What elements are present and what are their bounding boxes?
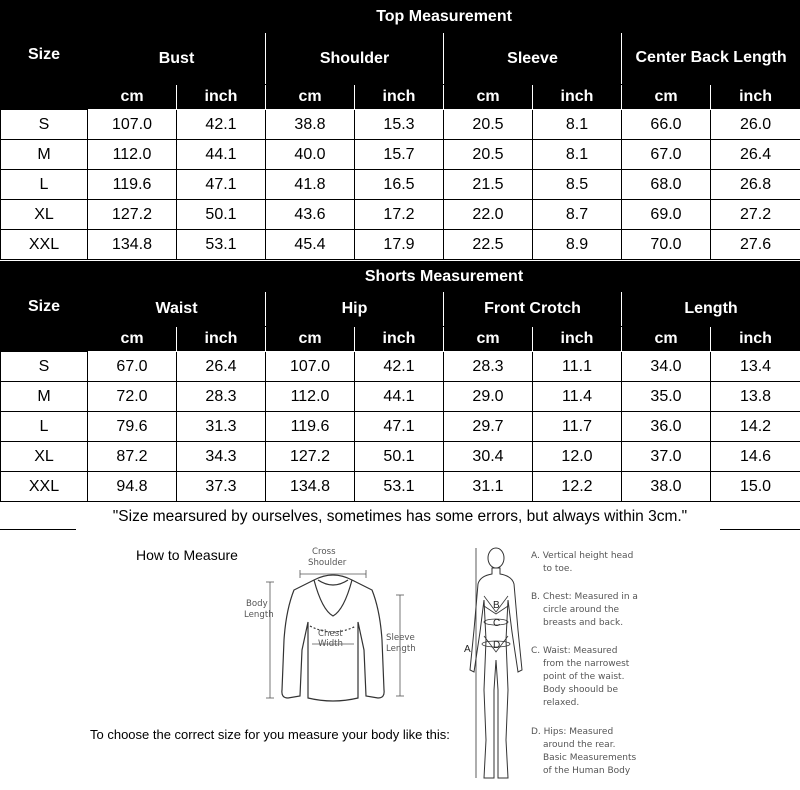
value-cell: 66.0 [622,110,711,140]
value-cell: 119.6 [88,170,177,200]
value-cell: 13.4 [711,352,800,382]
value-cell: 21.5 [444,170,533,200]
value-cell: 8.5 [533,170,622,200]
value-cell: 14.2 [711,412,800,442]
value-cell: 37.0 [622,442,711,472]
table-row [1,412,800,442]
unit-header: inch [533,327,622,352]
value-cell: 44.1 [355,382,444,412]
measurement-legend [531,551,638,776]
value-cell: 112.0 [88,140,177,170]
size-cell: M [1,382,88,412]
value-cell: 8.1 [533,110,622,140]
sleeve-length-label: Sleeve [386,633,415,643]
unit-header: inch [177,327,266,352]
table-title: Top Measurement [88,1,800,33]
value-cell: 22.0 [444,200,533,230]
value-cell: 35.0 [622,382,711,412]
value-cell: 127.2 [266,442,355,472]
legend-line: point of the waist. [543,672,624,682]
value-cell: 20.5 [444,140,533,170]
legend-line: B. Chest: Measured in a [531,592,638,602]
value-cell: 16.5 [355,170,444,200]
value-cell: 112.0 [266,382,355,412]
top-measurement-table [0,0,800,260]
how-to-measure-title: How to Measure [136,547,238,563]
chest-width-label: Chest [318,629,343,639]
value-cell: 26.4 [711,140,800,170]
legend-line: circle around the [543,605,620,615]
cross-shoulder-label: Cross [312,547,336,557]
size-cell: XL [1,200,88,230]
table-row [1,170,800,200]
unit-header: cm [88,327,177,352]
value-cell: 34.0 [622,352,711,382]
value-cell: 8.9 [533,230,622,260]
value-cell: 41.8 [266,170,355,200]
value-cell: 119.6 [266,412,355,442]
human-body-icon [470,548,522,778]
value-cell: 17.9 [355,230,444,260]
legend-line: Basic Measurements [543,753,636,763]
value-cell: 107.0 [88,110,177,140]
group-header: Hip [266,292,444,327]
sleeve-length-label: Length [386,644,416,654]
value-cell: 94.8 [88,472,177,502]
table-row [1,110,800,140]
value-cell: 26.8 [711,170,800,200]
group-header-row [1,292,800,327]
unit-header: cm [444,327,533,352]
value-cell: 134.8 [88,230,177,260]
size-cell: XXL [1,230,88,260]
unit-header: inch [711,85,800,110]
note-divider-left [0,529,76,530]
value-cell: 15.7 [355,140,444,170]
value-cell: 26.4 [177,352,266,382]
value-cell: 36.0 [622,412,711,442]
size-cell: L [1,412,88,442]
instruction-text: To choose the correct size for you measure your body like this: [90,727,450,742]
value-cell: 68.0 [622,170,711,200]
value-cell: 12.0 [533,442,622,472]
unit-header: cm [88,85,177,110]
value-cell: 70.0 [622,230,711,260]
value-cell: 34.3 [177,442,266,472]
value-cell: 87.2 [88,442,177,472]
size-header: Size [1,262,88,352]
how-to-measure-illustration [0,540,800,785]
value-cell: 47.1 [355,412,444,442]
group-header: Bust [88,33,266,85]
table-row [1,352,800,382]
value-cell: 40.0 [266,140,355,170]
value-cell: 45.4 [266,230,355,260]
unit-header: cm [622,85,711,110]
value-cell: 28.3 [177,382,266,412]
value-cell: 38.0 [622,472,711,502]
value-cell: 14.6 [711,442,800,472]
value-cell: 42.1 [355,352,444,382]
value-cell: 31.1 [444,472,533,502]
unit-header: cm [444,85,533,110]
table-row [1,442,800,472]
table-row [1,200,800,230]
group-header: Sleeve [444,33,622,85]
value-cell: 67.0 [88,352,177,382]
legend-line: breasts and back. [543,618,623,628]
value-cell: 37.3 [177,472,266,502]
group-header: Waist [88,292,266,327]
value-cell: 43.6 [266,200,355,230]
unit-header: cm [266,85,355,110]
value-cell: 72.0 [88,382,177,412]
value-cell: 53.1 [355,472,444,502]
unit-header-row [1,85,800,110]
chest-width-label: Width [318,639,343,649]
unit-header: inch [533,85,622,110]
size-cell: S [1,352,88,382]
unit-header: cm [622,327,711,352]
value-cell: 30.4 [444,442,533,472]
value-cell: 15.3 [355,110,444,140]
value-cell: 15.0 [711,472,800,502]
value-cell: 13.8 [711,382,800,412]
table-row [1,382,800,412]
unit-header: inch [355,85,444,110]
table-row [1,230,800,260]
marker-b: B [493,600,500,611]
unit-header-row [1,327,800,352]
value-cell: 38.8 [266,110,355,140]
value-cell: 31.3 [177,412,266,442]
value-cell: 11.1 [533,352,622,382]
value-cell: 27.6 [711,230,800,260]
how-to-measure-section [0,540,800,785]
legend-line: Body shoould be [543,685,618,695]
value-cell: 53.1 [177,230,266,260]
value-cell: 29.0 [444,382,533,412]
legend-line: from the narrowest [543,659,630,669]
value-cell: 17.2 [355,200,444,230]
group-header: Center Back Length [622,33,800,85]
size-cell: XL [1,442,88,472]
body-length-label: Length [244,610,274,620]
legend-line: around the rear. [543,740,615,750]
table-row [1,140,800,170]
marker-d: D [493,640,500,651]
size-cell: S [1,110,88,140]
value-cell: 11.7 [533,412,622,442]
value-cell: 79.6 [88,412,177,442]
value-cell: 127.2 [88,200,177,230]
value-cell: 20.5 [444,110,533,140]
value-cell: 50.1 [177,200,266,230]
value-cell: 47.1 [177,170,266,200]
table-row [1,472,800,502]
cross-shoulder-label: Shoulder [308,558,347,568]
value-cell: 29.7 [444,412,533,442]
value-cell: 42.1 [177,110,266,140]
legend-line: D. Hips: Measured [531,727,613,737]
value-cell: 50.1 [355,442,444,472]
value-cell: 26.0 [711,110,800,140]
shorts-measurement-table [0,261,800,502]
marker-a: A [464,644,471,655]
group-header: Shoulder [266,33,444,85]
note-text: "Size mearsured by ourselves, sometimes has some errors, but always within 3cm." [80,504,720,530]
size-header: Size [1,1,88,110]
unit-header: cm [266,327,355,352]
value-cell: 69.0 [622,200,711,230]
value-cell: 27.2 [711,200,800,230]
value-cell: 44.1 [177,140,266,170]
legend-line: to toe. [543,564,572,574]
unit-header: inch [177,85,266,110]
value-cell: 8.7 [533,200,622,230]
legend-line: C. Waist: Measured [531,646,617,656]
size-cell: L [1,170,88,200]
unit-header: inch [355,327,444,352]
note-divider-right [720,529,800,530]
value-cell: 8.1 [533,140,622,170]
measurement-note [0,504,800,530]
legend-line: A. Vertical height head [531,551,633,561]
value-cell: 12.2 [533,472,622,502]
group-header: Front Crotch [444,292,622,327]
value-cell: 67.0 [622,140,711,170]
body-length-label: Body [246,599,268,609]
value-cell: 134.8 [266,472,355,502]
group-header: Length [622,292,800,327]
size-cell: M [1,140,88,170]
marker-c: C [493,618,500,629]
value-cell: 107.0 [266,352,355,382]
legend-line: of the Human Body [543,766,631,776]
value-cell: 28.3 [444,352,533,382]
legend-line: relaxed. [543,698,579,708]
unit-header: inch [711,327,800,352]
table-title: Shorts Measurement [88,262,800,292]
size-cell: XXL [1,472,88,502]
group-header-row [1,33,800,85]
value-cell: 22.5 [444,230,533,260]
value-cell: 11.4 [533,382,622,412]
